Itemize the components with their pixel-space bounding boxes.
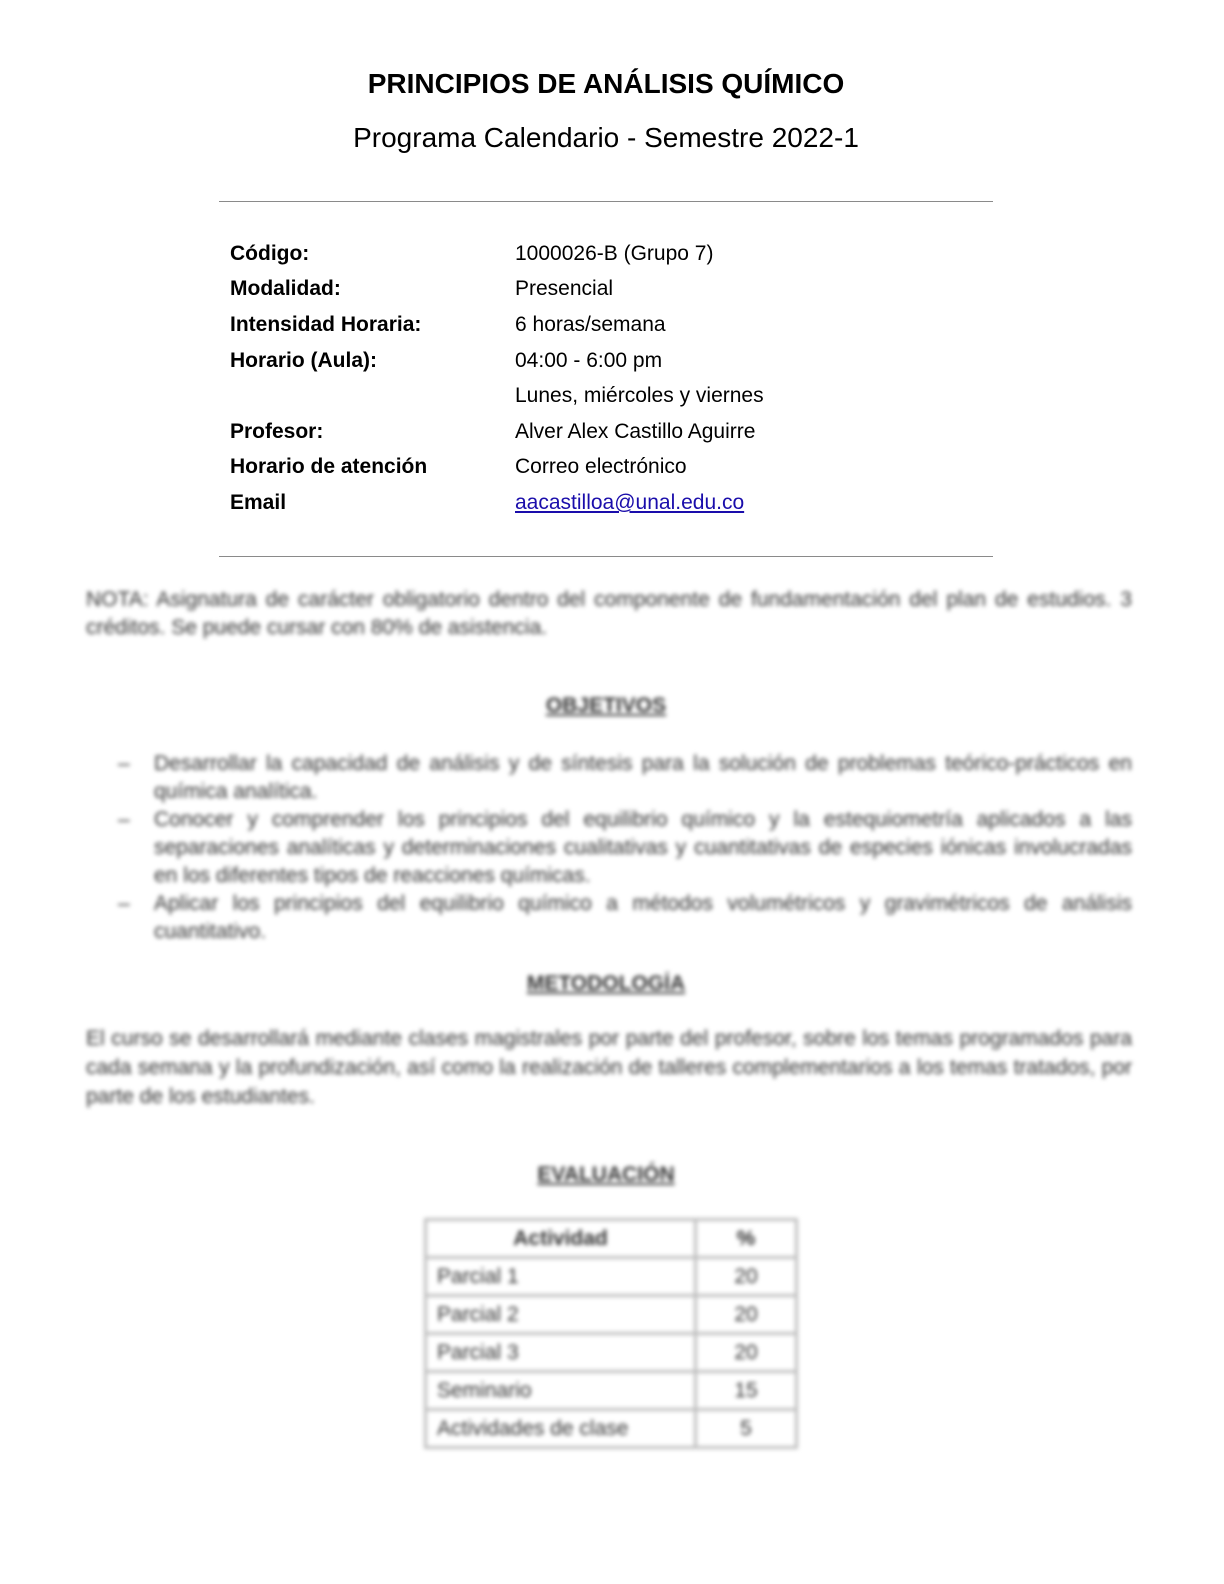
column-header-percent: % [696, 1220, 797, 1258]
info-value: 04:00 - 6:00 pm [515, 348, 663, 372]
info-value: 1000026-B (Grupo 7) [515, 241, 714, 265]
info-label: Horario de atención [230, 455, 428, 479]
evaluation-table [424, 1218, 798, 1449]
table-row [426, 1372, 797, 1410]
info-row-code [230, 236, 764, 272]
email-link[interactable]: aacastilloa@unal.edu.co [515, 490, 745, 514]
percent-cell: 5 [696, 1410, 797, 1448]
objectives-title: OBJETIVOS [545, 694, 667, 717]
evaluation-title: EVALUACIÓN [537, 1163, 675, 1186]
course-note: NOTA: Asignatura de carácter obligatorio dentro del componente de fundamentación del plan de estudios. 3 créditos. Se puede cursar con 80% de asistencia. [86, 588, 1132, 639]
percent-cell: 20 [696, 1296, 797, 1334]
top-divider [219, 201, 993, 202]
info-row-email [230, 485, 764, 521]
table-row [426, 1296, 797, 1334]
activity-cell: Parcial 1 [426, 1258, 696, 1296]
page-title: PRINCIPIOS DE ANÁLISIS QUÍMICO [367, 68, 845, 99]
info-label: Modalidad: [230, 277, 341, 301]
objective-text: Conocer y comprender los principios del equilibrio químico y la estequiometría aplicados a las separaciones analíticas y determinaciones cualitativas y cuantitativas de especies iónicas involucradas en los diferentes tipos de reacciones químicas. [154, 808, 1132, 887]
activity-cell: Seminario [426, 1372, 696, 1410]
activity-cell: Parcial 2 [426, 1296, 696, 1334]
list-item [86, 806, 1132, 890]
table-row [426, 1258, 797, 1296]
info-row-professor [230, 414, 764, 450]
info-label: Horario (Aula): [230, 348, 377, 372]
info-label: Intensidad Horaria: [230, 312, 422, 336]
objective-text: Aplicar los principios del equilibrio químico a métodos volumétricos y gravimétricos de análisis cuantitativo. [154, 892, 1132, 943]
info-value: Presencial [515, 277, 614, 301]
objectives-list [86, 750, 1132, 946]
dash-bullet: – [118, 752, 130, 775]
info-row-hours [230, 307, 764, 343]
course-info [230, 236, 764, 521]
info-row-days [230, 378, 764, 414]
table-header-row [426, 1220, 797, 1258]
dash-bullet: – [118, 892, 130, 915]
page-subtitle: Programa Calendario - Semestre 2022-1 [353, 122, 859, 153]
list-item [86, 890, 1132, 946]
percent-cell: 15 [696, 1372, 797, 1410]
column-header-activity: Actividad [426, 1220, 696, 1258]
percent-cell: 20 [696, 1258, 797, 1296]
activity-cell: Actividades de clase [426, 1410, 696, 1448]
info-label: Profesor: [230, 419, 324, 443]
info-value: Lunes, miércoles y viernes [515, 384, 764, 408]
info-row-schedule [230, 343, 764, 379]
info-row-modality [230, 272, 764, 308]
percent-cell: 20 [696, 1334, 797, 1372]
bottom-divider [219, 556, 993, 557]
methodology-text: El curso se desarrollará mediante clases magistrales por parte del profesor, sobre los temas programados para cada semana y la profundización, así como la realización de talleres complementarios a los temas tratados, por parte de los estudiantes. [86, 1027, 1132, 1108]
table-row [426, 1334, 797, 1372]
info-value: 6 horas/semana [515, 312, 666, 336]
info-value: Alver Alex Castillo Aguirre [515, 419, 756, 443]
info-value: Correo electrónico [515, 455, 687, 479]
info-label: Código: [230, 241, 310, 265]
table-row [426, 1410, 797, 1448]
list-item [86, 750, 1132, 806]
info-value [515, 491, 744, 515]
objective-text: Desarrollar la capacidad de análisis y de síntesis para la solución de problemas teórico-prácticos en química analítica. [154, 752, 1132, 803]
info-row-office-hours [230, 450, 764, 486]
methodology-title: METODOLOGÍA [526, 972, 686, 995]
info-label: Email [230, 490, 287, 514]
dash-bullet: – [118, 808, 130, 831]
activity-cell: Parcial 3 [426, 1334, 696, 1372]
